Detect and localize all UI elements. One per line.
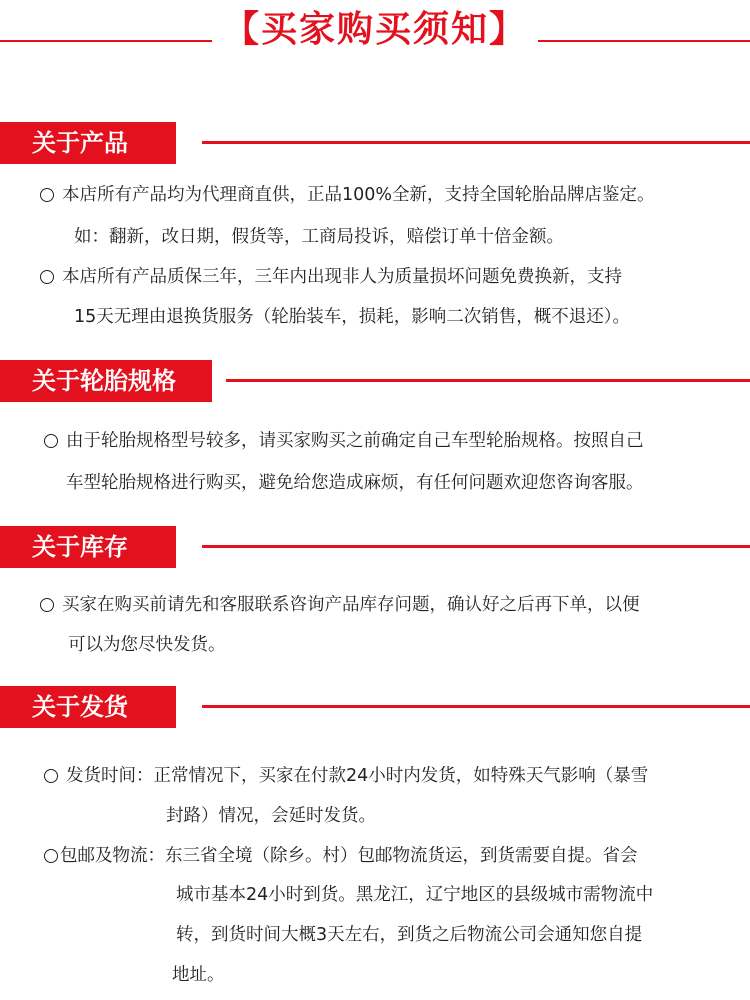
paragraph-text: 本店所有产品均为代理商直供，正品100%全新，支持全国轮胎品牌店鉴定。 (62, 185, 655, 205)
section-product-header (0, 122, 750, 164)
section-divider-line (202, 141, 750, 144)
section-heading: 关于库存 (0, 526, 176, 568)
section-divider-line (202, 705, 750, 708)
paragraph-text: 发货时间：正常情况下，买家在付款24小时内发货，如特殊天气影响（暴雪 (66, 766, 649, 786)
paragraph-text: 车型轮胎规格进行购买，避免给您造成麻烦，有任何问题欢迎您咨询客服。 (66, 473, 644, 493)
section-heading: 关于产品 (0, 122, 176, 164)
paragraph-text: 由于轮胎规格型号较多，请买家购买之前确定自己车型轮胎规格。按照自己 (66, 431, 644, 451)
paragraph-text: 地址。 (172, 965, 225, 985)
paragraph-text: 如：翻新，改日期，假货等，工商局投诉，赔偿订单十倍金额。 (74, 227, 564, 247)
paragraph-text: 本店所有产品质保三年，三年内出现非人为质量损坏问题免费换新，支持 (62, 267, 622, 287)
section-shipping-header (0, 686, 750, 728)
list-item (40, 266, 622, 288)
list-item (40, 184, 655, 206)
circle-bullet-icon (40, 188, 54, 202)
circle-bullet-icon (40, 270, 54, 284)
section-heading: 关于发货 (0, 686, 176, 728)
section-tire-spec-header (0, 360, 750, 402)
paragraph-text: 包邮及物流：东三省全境（除乡。村）包邮物流货运，到货需要自提。省会 (60, 846, 638, 866)
paragraph-text: 转，到货时间大概3天左右，到货之后物流公司会通知您自提 (176, 925, 643, 945)
circle-bullet-icon (44, 434, 58, 448)
list-item (44, 430, 644, 452)
section-divider-line (202, 545, 750, 548)
paragraph-text: 城市基本24小时到货。黑龙江，辽宁地区的县级城市需物流中 (176, 885, 654, 905)
section-divider-line (226, 379, 750, 382)
section-heading: 关于轮胎规格 (0, 360, 212, 402)
page-title: 【买家购买须知】 (222, 9, 527, 50)
section-stock-header (0, 526, 750, 568)
paragraph-text: 15天无理由退换货服务（轮胎装车，损耗，影响二次销售，概不退还）。 (74, 307, 631, 327)
list-item (44, 845, 638, 867)
circle-bullet-icon (44, 769, 58, 783)
paragraph-text: 买家在购买前请先和客服联系咨询产品库存问题，确认好之后再下单，以便 (62, 595, 640, 615)
list-item (40, 594, 640, 616)
paragraph-text: 可以为您尽快发货。 (68, 635, 226, 655)
circle-bullet-icon (44, 849, 58, 863)
list-item (44, 765, 648, 787)
paragraph-text: 封路）情况，会延时发货。 (166, 806, 376, 826)
circle-bullet-icon (40, 598, 54, 612)
